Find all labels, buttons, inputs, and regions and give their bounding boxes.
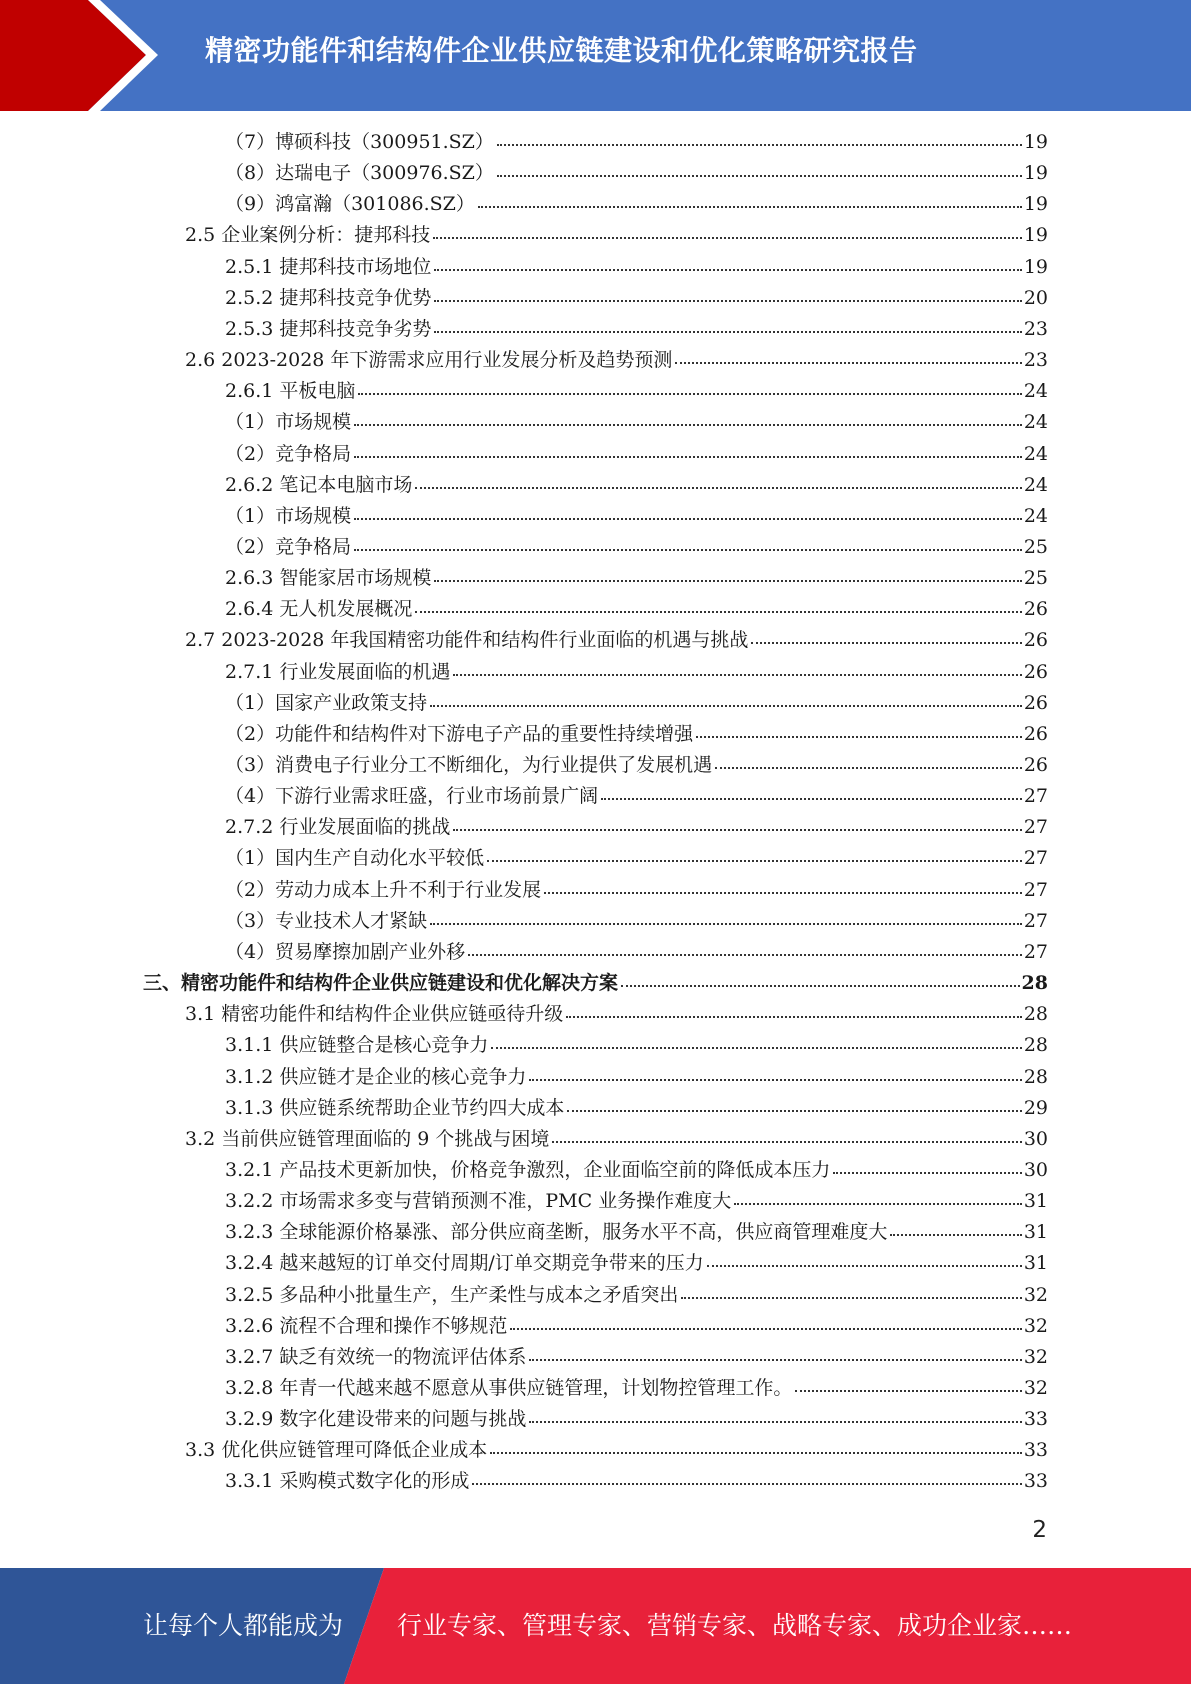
- toc-entry[interactable]: [225, 501, 1048, 532]
- toc-leader-dots: [430, 705, 1022, 707]
- toc-entry-page: 31: [1023, 1221, 1048, 1243]
- toc-leader-dots: [434, 300, 1021, 302]
- toc-leader-dots: [491, 1047, 1021, 1049]
- toc-entry-label: 2.5.1 捷邦科技市场地位: [225, 256, 432, 278]
- toc-entry-label: （2）竞争格局: [225, 443, 352, 465]
- toc-entry-page: 24: [1023, 443, 1048, 465]
- toc-leader-dots: [468, 954, 1022, 956]
- toc-leader-dots: [529, 1079, 1021, 1081]
- toc-entry-page: 27: [1023, 941, 1048, 963]
- toc-entry[interactable]: [225, 563, 1048, 594]
- toc-leader-dots: [890, 1234, 1021, 1236]
- footer-slogan-left: 让每个人都能成为: [143, 1611, 344, 1640]
- toc-entry[interactable]: [185, 345, 1048, 376]
- toc-entry[interactable]: [225, 1248, 1048, 1279]
- toc-entry[interactable]: [225, 189, 1048, 220]
- toc-entry-page: 30: [1023, 1159, 1048, 1181]
- toc-entry-page: 32: [1023, 1315, 1048, 1337]
- toc-entry[interactable]: [225, 252, 1048, 283]
- toc-entry[interactable]: [225, 812, 1048, 843]
- toc-leader-dots: [433, 237, 1022, 239]
- toc-entry[interactable]: [225, 750, 1048, 781]
- toc-entry-page: 31: [1023, 1252, 1048, 1274]
- toc-entry-label: 2.6 2023-2028 年下游需求应用行业发展分析及趋势预测: [185, 349, 673, 371]
- toc-entry-label: （7）博硕科技（300951.SZ）: [225, 131, 494, 153]
- toc-entry-label: 2.7.2 行业发展面临的挑战: [225, 816, 451, 838]
- toc-entry-page: 28: [1021, 972, 1048, 994]
- toc-entry-label: （2）竞争格局: [225, 536, 352, 558]
- toc-entry-page: 29: [1023, 1097, 1048, 1119]
- toc-entry-label: （1）市场规模: [225, 411, 352, 433]
- toc-entry[interactable]: [225, 1030, 1048, 1061]
- toc-entry-page: 33: [1023, 1439, 1048, 1461]
- toc-entry-page: 24: [1023, 411, 1048, 433]
- toc-entry-label: 三、精密功能件和结构件企业供应链建设和优化解决方案: [143, 972, 619, 994]
- toc-leader-dots: [681, 1297, 1021, 1299]
- toc-leader-dots: [497, 175, 1022, 177]
- toc-entry[interactable]: [225, 1373, 1048, 1404]
- toc-entry-label: （1）市场规模: [225, 505, 352, 527]
- toc-leader-dots: [434, 580, 1021, 582]
- toc-entry-page: 28: [1023, 1066, 1048, 1088]
- toc-entry[interactable]: [185, 999, 1048, 1030]
- toc-leader-dots: [430, 923, 1022, 925]
- toc-leader-dots: [675, 362, 1021, 364]
- page-footer: [0, 1568, 1191, 1684]
- toc-entry[interactable]: [225, 781, 1048, 812]
- toc-entry-page: 24: [1023, 474, 1048, 496]
- toc-entry-label: 2.6.2 笔记本电脑市场: [225, 474, 413, 496]
- toc-entry[interactable]: [225, 719, 1048, 750]
- toc-entry-page: 23: [1023, 318, 1048, 340]
- toc-entry[interactable]: [225, 532, 1048, 563]
- toc-entry-page: 26: [1023, 629, 1048, 651]
- toc-leader-dots: [529, 1421, 1021, 1423]
- toc-entry-label: 3.2 当前供应链管理面临的 9 个挑战与困境: [185, 1128, 550, 1150]
- toc-entry-label: 3.2.1 产品技术更新加快，价格竞争激烈，企业面临空前的降低成本压力: [225, 1159, 831, 1181]
- toc-entry-label: （1）国内生产自动化水平较低: [225, 847, 485, 869]
- toc-entry-label: 2.5.3 捷邦科技竞争劣势: [225, 318, 432, 340]
- toc-entry-page: 27: [1023, 847, 1048, 869]
- toc-entry-page: 26: [1023, 754, 1048, 776]
- toc-entry-page: 20: [1023, 287, 1048, 309]
- toc-entry[interactable]: [225, 1217, 1048, 1248]
- toc-entry-label: 3.3 优化供应链管理可降低企业成本: [185, 1439, 488, 1461]
- toc-entry[interactable]: [225, 283, 1048, 314]
- toc-entry-label: 3.1.1 供应链整合是核心竞争力: [225, 1034, 489, 1056]
- toc-entry-page: 25: [1023, 567, 1048, 589]
- toc-entry[interactable]: [225, 127, 1048, 158]
- toc-entry-page: 26: [1023, 661, 1048, 683]
- toc-entry-page: 19: [1023, 162, 1048, 184]
- toc-entry-label: （8）达瑞电子（300976.SZ）: [225, 162, 494, 184]
- toc-entry[interactable]: [225, 1093, 1048, 1124]
- toc-leader-dots: [707, 1265, 1022, 1267]
- toc-entry[interactable]: [225, 688, 1048, 719]
- toc-entry-label: （4）贸易摩擦加剧产业外移: [225, 941, 466, 963]
- toc-entry[interactable]: [225, 875, 1048, 906]
- toc-entry-page: 32: [1023, 1346, 1048, 1368]
- toc-leader-dots: [621, 985, 1020, 987]
- toc-entry-label: 2.5.2 捷邦科技竞争优势: [225, 287, 432, 309]
- toc-entry-page: 31: [1023, 1190, 1048, 1212]
- toc-entry[interactable]: [143, 968, 1048, 999]
- toc-entry[interactable]: [185, 1124, 1048, 1155]
- toc-entry-label: 2.6.4 无人机发展概况: [225, 598, 413, 620]
- toc-entry-label: 2.7.1 行业发展面临的机遇: [225, 661, 451, 683]
- toc-entry-page: 26: [1023, 692, 1048, 714]
- toc-leader-dots: [358, 393, 1021, 395]
- toc-entry-label: 3.2.9 数字化建设带来的问题与挑战: [225, 1408, 527, 1430]
- toc-entry-label: （1）国家产业政策支持: [225, 692, 428, 714]
- toc-entry-label: 3.2.6 流程不合理和操作不够规范: [225, 1315, 508, 1337]
- toc-entry-label: 2.6.1 平板电脑: [225, 380, 356, 402]
- toc-entry-label: 3.2.5 多品种小批量生产，生产柔性与成本之矛盾突出: [225, 1284, 679, 1306]
- toc-leader-dots: [544, 892, 1022, 894]
- toc-entry[interactable]: [185, 625, 1048, 656]
- document-title: 精密功能件和结构件企业供应链建设和优化策略研究报告: [205, 34, 918, 67]
- toc-entry-page: 33: [1023, 1408, 1048, 1430]
- toc-leader-dots: [354, 424, 1022, 426]
- toc-leader-dots: [552, 1141, 1021, 1143]
- toc-leader-dots: [453, 829, 1021, 831]
- toc-entry[interactable]: [225, 906, 1048, 937]
- toc-entry[interactable]: [225, 1280, 1048, 1311]
- toc-leader-dots: [478, 206, 1022, 208]
- toc-entry-label: 2.7 2023-2028 年我国精密功能件和结构件行业面临的机遇与挑战: [185, 629, 749, 651]
- toc-entry-label: 3.1.2 供应链才是企业的核心竞争力: [225, 1066, 527, 1088]
- toc-leader-dots: [434, 269, 1021, 271]
- toc-entry[interactable]: [225, 594, 1048, 625]
- toc-entry-page: 24: [1023, 380, 1048, 402]
- toc-entry-page: 24: [1023, 505, 1048, 527]
- toc-entry-page: 27: [1023, 785, 1048, 807]
- page-number: 2: [1032, 1517, 1047, 1543]
- toc-entry[interactable]: [225, 843, 1048, 874]
- toc-entry-page: 19: [1023, 256, 1048, 278]
- toc-leader-dots: [354, 549, 1022, 551]
- toc-entry-page: 23: [1023, 349, 1048, 371]
- toc-leader-dots: [529, 1359, 1021, 1361]
- toc-entry-label: 3.1.3 供应链系统帮助企业节约四大成本: [225, 1097, 565, 1119]
- toc-entry-page: 26: [1023, 598, 1048, 620]
- toc-entry[interactable]: [225, 439, 1048, 470]
- toc-entry-label: （2）劳动力成本上升不利于行业发展: [225, 879, 542, 901]
- toc-entry-label: 2.6.3 智能家居市场规模: [225, 567, 432, 589]
- toc-leader-dots: [490, 1452, 1022, 1454]
- toc-entry[interactable]: [225, 1311, 1048, 1342]
- toc-leader-dots: [696, 736, 1022, 738]
- toc-entry-label: 3.3.1 采购模式数字化的形成: [225, 1470, 470, 1492]
- toc-leader-dots: [566, 1016, 1022, 1018]
- toc-entry-page: 32: [1023, 1377, 1048, 1399]
- toc-leader-dots: [354, 456, 1022, 458]
- toc-entry-page: 26: [1023, 723, 1048, 745]
- toc-leader-dots: [751, 642, 1021, 644]
- toc-leader-dots: [833, 1172, 1021, 1174]
- toc-entry[interactable]: [225, 470, 1048, 501]
- toc-entry[interactable]: [225, 1342, 1048, 1373]
- toc-entry[interactable]: [185, 220, 1048, 251]
- toc-leader-dots: [472, 1483, 1021, 1485]
- toc-leader-dots: [510, 1328, 1021, 1330]
- footer-slogan-right: 行业专家、管理专家、营销专家、战略专家、成功企业家……: [397, 1611, 1073, 1640]
- toc-entry[interactable]: [185, 1435, 1048, 1466]
- toc-entry-page: 19: [1023, 193, 1048, 215]
- toc-entry[interactable]: [225, 1155, 1048, 1186]
- toc-entry-page: 19: [1023, 131, 1048, 153]
- toc-entry-page: 27: [1023, 910, 1048, 932]
- toc-leader-dots: [715, 767, 1022, 769]
- toc-leader-dots: [415, 611, 1021, 613]
- page-header: [0, 0, 1191, 111]
- toc-entry[interactable]: [225, 1062, 1048, 1093]
- toc-entry-page: 27: [1023, 879, 1048, 901]
- toc-leader-dots: [354, 518, 1022, 520]
- toc-entry-page: 19: [1023, 224, 1048, 246]
- toc-entry-page: 28: [1023, 1003, 1048, 1025]
- toc-entry[interactable]: [225, 1186, 1048, 1217]
- toc-leader-dots: [453, 674, 1021, 676]
- toc-entry-page: 27: [1023, 816, 1048, 838]
- toc-entry-label: 3.2.4 越来越短的订单交付周期/订单交期竞争带来的压力: [225, 1252, 704, 1274]
- toc-entry-label: 3.2.7 缺乏有效统一的物流评估体系: [225, 1346, 527, 1368]
- toc-entry-label: （4）下游行业需求旺盛，行业市场前景广阔: [225, 785, 599, 807]
- toc-leader-dots: [734, 1203, 1022, 1205]
- header-arrow-logo: [0, 0, 160, 111]
- toc-entry[interactable]: [225, 407, 1048, 438]
- toc-entry-page: 25: [1023, 536, 1048, 558]
- toc-entry-label: （2）功能件和结构件对下游电子产品的重要性持续增强: [225, 723, 694, 745]
- toc-entry-label: 3.2.3 全球能源价格暴涨、部分供应商垄断，服务水平不高，供应商管理难度大: [225, 1221, 888, 1243]
- toc-entry-label: 3.2.8 年青一代越来越不愿意从事供应链管理，计划物控管理工作。: [225, 1377, 793, 1399]
- toc-leader-dots: [601, 798, 1022, 800]
- toc-leader-dots: [434, 331, 1021, 333]
- toc-entry[interactable]: [225, 657, 1048, 688]
- toc-leader-dots: [487, 860, 1022, 862]
- toc-entry-label: （9）鸿富瀚（301086.SZ）: [225, 193, 475, 215]
- toc-entry-label: 2.5 企业案例分析：捷邦科技: [185, 224, 431, 246]
- toc-entry-label: 3.1 精密功能件和结构件企业供应链亟待升级: [185, 1003, 564, 1025]
- toc-leader-dots: [497, 144, 1022, 146]
- toc-entry-label: 3.2.2 市场需求多变与营销预测不准，PMC 业务操作难度大: [225, 1190, 732, 1212]
- toc-entry[interactable]: [225, 376, 1048, 407]
- toc-entry[interactable]: [225, 937, 1048, 968]
- toc-entry-label: （3）消费电子行业分工不断细化，为行业提供了发展机遇: [225, 754, 713, 776]
- toc-entry[interactable]: [225, 1466, 1048, 1497]
- toc-entry-page: 30: [1023, 1128, 1048, 1150]
- toc-leader-dots: [567, 1110, 1021, 1112]
- toc-entry[interactable]: [225, 314, 1048, 345]
- toc-entry[interactable]: [225, 1404, 1048, 1435]
- toc-entry-label: （3）专业技术人才紧缺: [225, 910, 428, 932]
- toc-leader-dots: [795, 1390, 1021, 1392]
- toc-entry-page: 28: [1023, 1034, 1048, 1056]
- toc-entry[interactable]: [225, 158, 1048, 189]
- toc-leader-dots: [415, 487, 1021, 489]
- toc-entry-page: 32: [1023, 1284, 1048, 1306]
- toc-entry-page: 33: [1023, 1470, 1048, 1492]
